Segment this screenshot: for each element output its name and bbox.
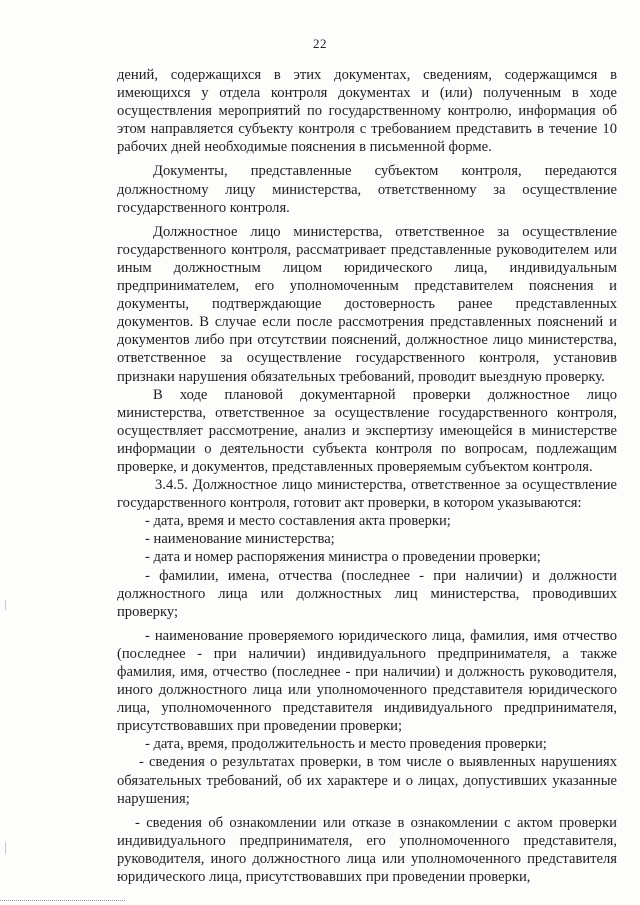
paragraph-clause-3-4-5: 3.4.5. Должностное лицо министерства, ответственное за осуществление государственного контроля, готовит акт проверки, в котором указываются: xyxy=(117,477,617,512)
list-item: - фамилии, имена, отчества (последнее - при наличии) и должности должностного лица или должностных лиц министерства, проводивших проверку; xyxy=(117,567,617,620)
list-item: - наименование проверяемого юридического лица, фамилия, имя отчество (последнее - при наличии) индивидуального предпринимателя, а также фамилия, имя, отчество (последнее - при наличии) и должность руководителя, иного должностного лица или уполномоченного представителя юридического лица, уполномоченного представителя индивидуального предпринимателя, присутствовавших при проведении проверки; xyxy=(117,627,617,735)
list-item: - дата, время, продолжительность и место проведения проверки; xyxy=(145,736,547,753)
paragraph-official-review: Должностное лицо министерства, ответственное за осуществление государственного контроля, рассматривает представленные руководителем или иным должностным лицом юридического лица, индивидуальным предпринимателем, его уполномоченным представителем пояснения и документы, подтверждающие достоверность ранее представленных документов. В случае если после рассмотрения представленных пояснений и документов либо при отсутствии пояснений, должностное лицо министерства, ответственное за осуществление государственного контроля, установив признаки нарушения обязательных требований, проводит выездную проверку. xyxy=(117,223,617,385)
list-item: - сведения об ознакомлении или отказе в ознакомлении с актом проверки индивидуального предпринимателя, его уполномоченного представителя, руководителя, иного должностного лица или уполномоченного представителя юридического лица, присутствовавших при проведении проверки, xyxy=(117,814,617,886)
paragraph-continuation: дений, содержащихся в этих документах, сведениям, содержащимся в имеющихся у отдела контроля документах и (или) полученным в ходе осуществления мероприятий по государственному контролю, информация об этом направляется субъекту контроля с требованием представить в течение 10 рабочих дней необходимые пояснения в письменной форме. xyxy=(117,67,617,156)
list-item: - наименование министерства; xyxy=(145,531,335,548)
paragraph-planned-inspection: В ходе плановой документарной проверки должностное лицо министерства, ответственное за осуществление государственного контроля, осуществляет рассмотрение, анализ и экспертизу имеющейся в министерстве информации о деятельности субъекта контроля по вопросам, подлежащим проверке, и документов, представленных проверяемым субъектом контроля. xyxy=(117,386,617,475)
list-item: - дата, время и место составления акта проверки; xyxy=(145,513,451,530)
paragraph-documents-transfer: Документы, представленные субъектом контроля, передаются должностному лицу министерства, ответственному за осуществление государственного контроля. xyxy=(117,163,617,216)
footer-rule xyxy=(0,900,125,902)
list-item: - дата и номер распоряжения министра о проведении проверки; xyxy=(145,549,541,566)
scan-margin-mark xyxy=(5,600,6,610)
page-number: 22 xyxy=(313,36,327,51)
document-body xyxy=(117,66,617,886)
list-item: - сведения о результатах проверки, в том числе о выявленных нарушениях обязательных требований, об их характере и о лицах, допустивших указанные нарушения; xyxy=(117,754,617,807)
scan-margin-mark xyxy=(5,842,6,854)
